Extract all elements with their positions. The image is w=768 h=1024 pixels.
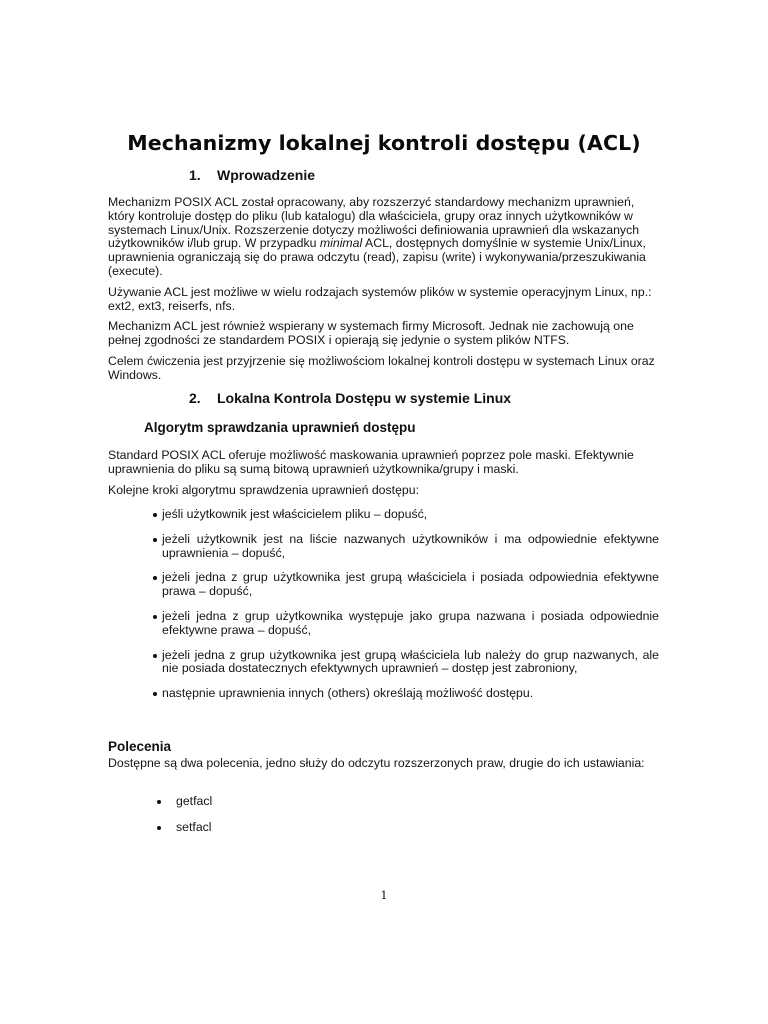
algorithm-steps-list [108,508,659,712]
document-title: Mechanizmy lokalnej kontroli dostępu (ACL) [127,131,641,155]
list-item [108,533,659,561]
list-item [108,571,659,599]
bullet-icon [157,800,161,804]
commands-heading: Polecenia [108,739,172,754]
section-1-title: Wprowadzenie [217,167,316,183]
list-item-text: jeżeli użytkownik jest na liście nazwanych użytkowników i ma odpowiednie efektywne uprawnienia – dopuść, [162,531,659,560]
list-item-text: jeżeli jedna z grup użytkownika jest grupą właściciela i posiada odpowiednia efektywne prawa – dopuść, [162,570,659,599]
intro-paragraph-4: Celem ćwiczenia jest przyjrzenie się możliwościom lokalnej kontroli dostępu w systemach Linux oraz Windows. [108,354,655,382]
commands-list [108,795,212,847]
list-item [108,687,659,701]
intro-paragraph-1 [108,196,661,279]
section-2-number: 2. [189,390,201,406]
section-1-number: 1. [189,167,201,183]
list-item-text: jeżeli jedna z grup użytkownika występuje jako grupa nazwana i posiada odpowiednie efektywne prawa – dopuść, [162,608,659,637]
bullet-icon [157,826,161,830]
list-item [108,649,659,677]
list-item [108,821,212,835]
list-item-text: jeśli użytkownik jest właścicielem pliku – dopuść, [162,507,428,521]
intro-paragraph-2: Używanie ACL jest możliwe w wielu rodzajach systemów plików w systemie operacyjnym Linux, np.: ext2, ext3, reiserfs, nfs. [108,285,652,313]
command-setfacl: setfacl [176,819,212,834]
bullet-icon [153,654,157,658]
bullet-icon [153,513,157,517]
list-item-text: jeżeli jedna z grup użytkownika jest grupą właściciela lub należy do grup nazwanych, ale nie posiada dostatecznych efektywnych uprawnień – dostęp jest zabroniony, [162,647,659,676]
list-item [108,610,659,638]
algorithm-paragraph-1: Standard POSIX ACL oferuje możliwość maskowania uprawnień poprzez pole maski. Efektywnie uprawnienia do pliku są sumą bitową uprawnień użytkownika/grupy i maski. [108,448,634,476]
command-getfacl: getfacl [176,794,213,808]
bullet-icon [153,692,157,696]
bullet-icon [153,538,157,542]
section-2-title: Lokalna Kontrola Dostępu w systemie Linux [217,390,512,406]
list-item [108,508,659,522]
list-item-text: następnie uprawnienia innych (others) określają możliwość dostępu. [162,686,534,701]
section-1-heading [189,167,315,183]
intro-paragraph-1-text-a: Mechanizm POSIX ACL został opracowany, aby rozszerzyć standardowy mechanizm uprawnień, który kontroluje dostęp do pliku (lub katalogu) dla właściciela, grupy oraz innych użytkowników w systemach Linux/Unix. Rozszerzenie dotyczy możliwości definiowania uprawnień dla wskazanych użytkowników i/lub grup. W przypadku [108,195,640,251]
intro-paragraph-3: Mechanizm ACL jest również wspierany w systemach firmy Microsoft. Jednak nie zachowują one pełnej zgodności ze standardem POSIX i opierają się jedynie o system plików NTFS. [108,319,634,347]
bullet-icon [153,576,157,580]
subsection-heading: Algorytm sprawdzania uprawnień dostępu [144,420,416,435]
intro-paragraph-1-italic: minimal [319,236,363,251]
page-number: 1 [380,889,388,902]
bullet-icon [153,615,157,619]
intro-paragraph-1-text-b: ACL, dostępnych domyślnie w systemie Unix/Linux, uprawnienia ograniczają się do prawa odczytu (read), zapisu (write) i wykonywania/przeszukiwania (execute). [108,236,646,278]
list-item [108,795,212,809]
commands-intro: Dostępne są dwa polecenia, jedno służy do odczytu rozszerzonych praw, drugie do ich ustawiania: [108,756,645,770]
algorithm-paragraph-2: Kolejne kroki algorytmu sprawdzenia uprawnień dostępu: [108,483,420,497]
section-2-heading [189,390,511,406]
